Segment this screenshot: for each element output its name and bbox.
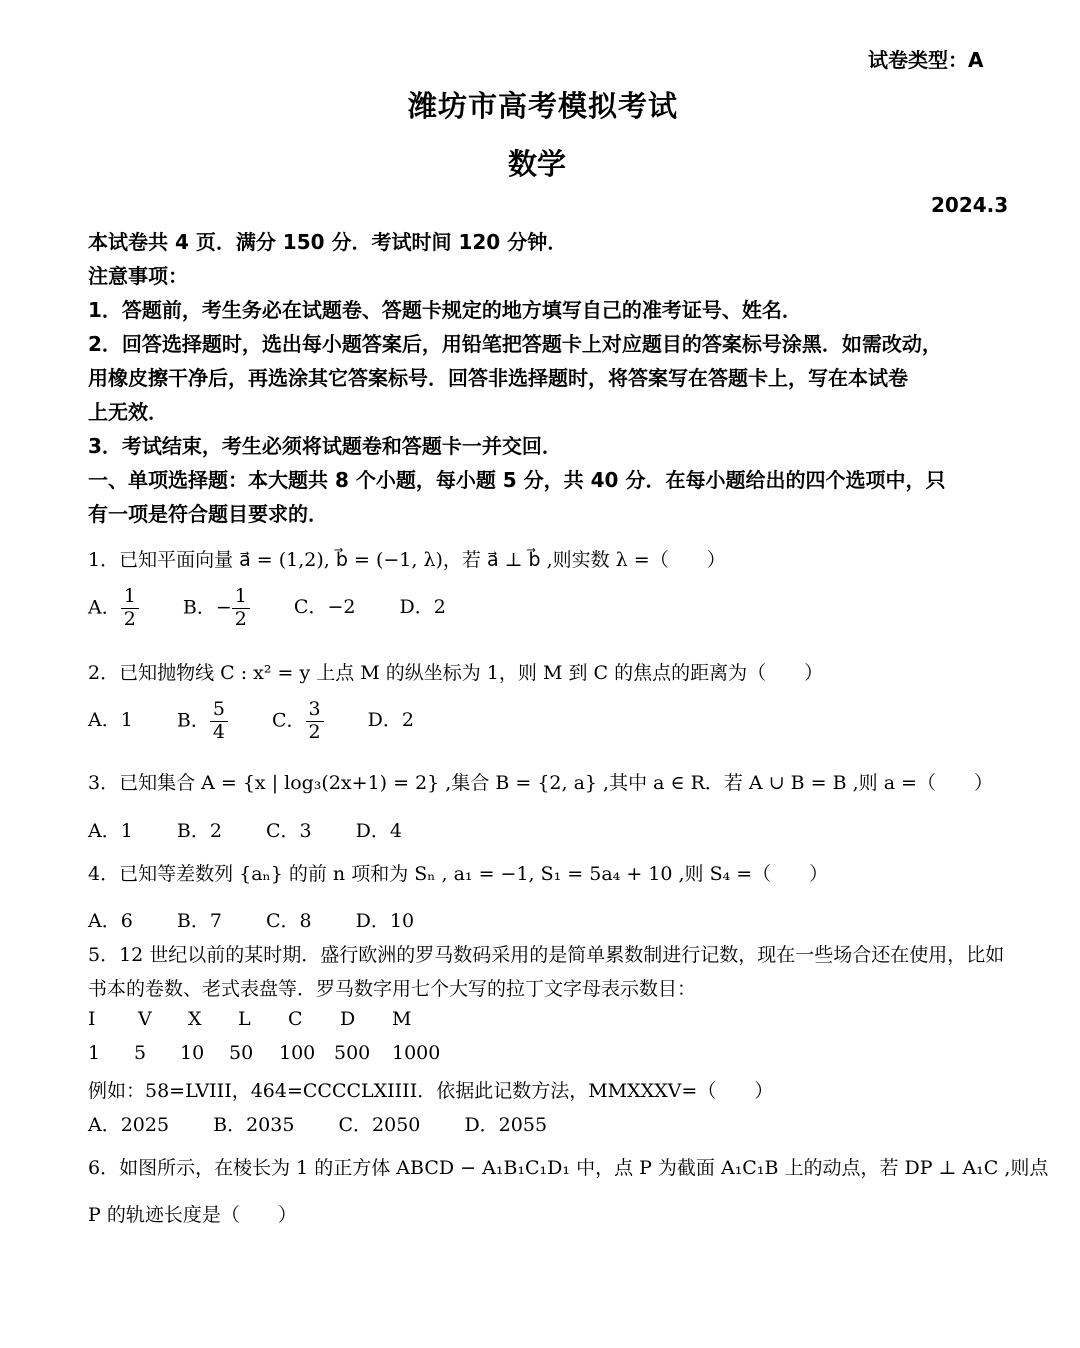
roman-letter: I — [88, 1008, 96, 1030]
question-3-option-c: C．3 — [265, 820, 312, 842]
notice-item-2-line-3: 上无效． — [88, 400, 168, 424]
question-2-option-a: A．1 — [88, 709, 133, 732]
option-label: A． — [88, 596, 121, 619]
minus-sign: − — [215, 596, 232, 619]
numerator: 1 — [232, 586, 250, 609]
roman-letters-row — [88, 1008, 452, 1030]
question-4-option-d: D．10 — [355, 910, 415, 932]
roman-value: 100 — [279, 1042, 316, 1064]
notice-heading: 注意事项： — [88, 264, 188, 288]
question-5-options — [88, 1110, 585, 1137]
question-6-line-2: P 的轨迹长度是（ ） — [88, 1204, 297, 1226]
question-2-option-b — [177, 699, 228, 744]
question-5-option-b: B．2035 — [213, 1114, 295, 1136]
question-4-stem: 4．已知等差数列 {aₙ} 的前 n 项和为 Sₙ , a₁ = −1, S₁ = 5a₄ + 10 ,则 S₄ =（ ） — [88, 863, 829, 885]
numerator: 1 — [121, 586, 139, 609]
section-heading-line-2: 有一项是符合题目要求的． — [88, 502, 328, 526]
exam-title: 潍坊市高考模拟考试 — [408, 89, 679, 123]
question-5-option-c: C．2050 — [338, 1114, 421, 1136]
question-3-option-a: A．1 — [88, 820, 133, 842]
question-3-stem: 3．已知集合 A = {x | log₃(2x+1) = 2} ,集合 B = {2, a} ,其中 a ∈ R．若 A ∪ B = B ,则 a =（ ） — [88, 772, 993, 794]
question-1-option-d: D．2 — [399, 596, 446, 619]
roman-value: 10 — [180, 1042, 205, 1064]
question-5-option-d: D．2055 — [464, 1114, 548, 1136]
notice-item-2-line-2: 用橡皮擦干净后，再选涂其它答案标号．回答非选择题时，将答案写在答题卡上，写在本试卷 — [88, 366, 908, 390]
denominator: 4 — [212, 720, 225, 743]
roman-value: 1000 — [392, 1042, 441, 1064]
roman-value: 50 — [229, 1042, 254, 1064]
question-2-stem: 2．已知抛物线 C : x² = y 上点 M 的纵坐标为 1，则 M 到 C 的焦点的距离为（ ） — [88, 662, 824, 684]
section-heading-line-1: 一、单项选择题：本大题共 8 个小题，每小题 5 分，共 40 分．在每小题给出的四个选项中，只 — [88, 468, 946, 492]
denominator: 2 — [123, 607, 136, 630]
question-4-options — [88, 906, 452, 933]
question-2-option-c — [272, 699, 324, 744]
notice-item-1: 1．答题前，考生务必在试题卷、答题卡规定的地方填写自己的准考证号、姓名． — [88, 298, 802, 322]
denominator: 2 — [308, 720, 321, 743]
roman-value: 500 — [334, 1042, 371, 1064]
question-4-option-b: B．7 — [176, 910, 222, 932]
question-2-option-d: D．2 — [367, 709, 414, 732]
question-3-option-b: B．2 — [176, 820, 222, 842]
notice-item-3: 3．考试结束，考生必须将试题卷和答题卡一并交回． — [88, 434, 562, 458]
question-5-line-1: 5．12 世纪以前的某时期．盛行欧洲的罗马数码采用的是简单累数制进行记数，现在一些场合还在使用，比如 — [88, 944, 1005, 966]
roman-value: 5 — [134, 1042, 147, 1064]
fraction — [121, 586, 139, 631]
fraction — [232, 586, 250, 631]
question-1-option-c: C．−2 — [293, 596, 356, 619]
question-4-option-c: C．8 — [265, 910, 312, 932]
question-6-line-1: 6．如图所示，在棱长为 1 的正方体 ABCD − A₁B₁C₁D₁ 中，点 P 为截面 A₁C₁B 上的动点，若 DP ⊥ A₁C ,则点 — [88, 1157, 1049, 1179]
option-label: B． — [182, 596, 216, 619]
question-1-options — [88, 586, 484, 631]
question-5-example: 例如：58=LVIII，464=CCCCLXIIII．依据此记数方法，MMXXXV=（ ） — [88, 1080, 774, 1102]
roman-letter: D — [340, 1008, 356, 1030]
question-5-option-a: A．2025 — [88, 1114, 170, 1136]
denominator: 2 — [234, 607, 247, 630]
question-5-line-2: 书本的卷数、老式表盘等．罗马数字用七个大写的拉丁文字母表示数目： — [88, 978, 697, 1000]
notice-item-2-line-1: 2．回答选择题时，选出每小题答案后，用铅笔把答题卡上对应题目的答案标号涂黑．如需改动， — [88, 332, 942, 356]
roman-letter: V — [138, 1008, 152, 1030]
roman-letter: X — [188, 1008, 202, 1030]
roman-letter: L — [238, 1008, 251, 1030]
option-label: C． — [271, 709, 306, 732]
exam-summary: 本试卷共 4 页．满分 150 分．考试时间 120 分钟． — [88, 230, 568, 254]
fraction — [210, 699, 228, 744]
question-1-option-b — [183, 586, 250, 631]
numerator: 3 — [306, 699, 324, 722]
numerator: 5 — [210, 699, 228, 722]
exam-date: 2024.3 — [931, 193, 1009, 217]
roman-letter: M — [392, 1008, 412, 1030]
fraction — [306, 699, 324, 744]
option-label: B． — [176, 709, 210, 732]
question-1-option-a — [88, 586, 139, 631]
question-3-options — [88, 816, 440, 843]
paper-type: 试卷类型：A — [868, 48, 984, 72]
roman-value: 1 — [88, 1042, 101, 1064]
roman-letter: C — [288, 1008, 303, 1030]
question-4-option-a: A．6 — [88, 910, 133, 932]
question-3-option-d: D．4 — [355, 820, 402, 842]
question-1-stem: 1．已知平面向量 a⃗ = (1,2), b⃗ = (−1, λ)，若 a⃗ ⊥ b⃗ ,则实数 λ =（ ） — [88, 549, 726, 571]
roman-values-row — [88, 1042, 452, 1064]
subject-title: 数学 — [508, 147, 567, 181]
question-2-options — [88, 699, 452, 744]
